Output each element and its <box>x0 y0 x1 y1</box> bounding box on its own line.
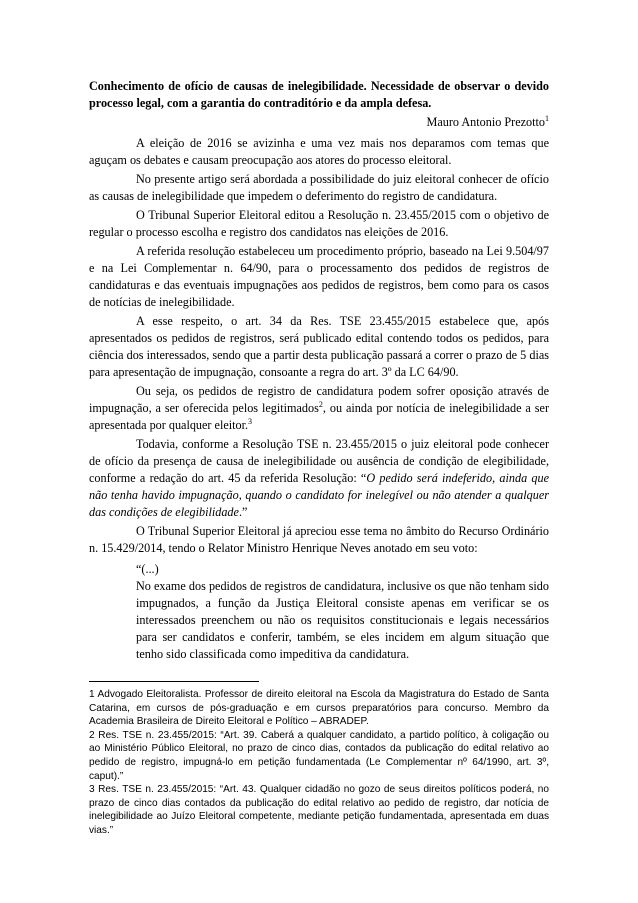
paragraph-7 <box>89 436 549 521</box>
footnote-text: Advogado Eleitoralista. Professor de direito eleitoral na Escola da Magistratura do Estado de Santa Catarina, em cursos de pós-graduação e em cursos preparatórios para concurso. Membro da Academia Brasileira de Direito Eleitoral e Político – ABRADEP. <box>89 689 550 728</box>
quote-text: No exame dos pedidos de registros de candidatura, inclusive os que não tenham sido impugnados, a função da Justiça Eleitoral consiste apenas em verificar se os interessados preenchem ou não os requisitos constitucionais e legais necessários para ser candidatos e conferir, também, se eles incidem em algum situação que tenho sido classificada como impeditiva da candidatura. <box>136 579 549 661</box>
footnote-ref-2[interactable]: 2 <box>318 400 323 409</box>
paragraph-5: A esse respeito, o art. 34 da Res. TSE 23.455/2015 estabelece que, após apresentados os pedidos de registros, será publicado edital contendo todos os pedidos, para ciência dos interessados, sendo que a partir desta publicação passará a correr o prazo de 5 dias para apresentação de impugnação, consoante a regra do art. 3º da LC 64/90. <box>89 314 549 379</box>
document-body <box>89 78 549 663</box>
author-line <box>89 114 549 131</box>
footnote-divider <box>89 681 259 682</box>
footnote-3 <box>89 783 549 837</box>
block-quote <box>136 561 549 663</box>
footnote-number: 3 <box>89 784 95 796</box>
footnotes <box>89 688 549 838</box>
quote-open: “(...) <box>136 562 159 576</box>
footnote-1 <box>89 688 549 729</box>
footnote-text: Res. TSE n. 23.455/2015: “Art. 43. Qualquer cidadão no gozo de seus direitos políticos poderá, no prazo de cinco dias contados da publicação do edital relativo ao pedido de registro, dar notícia de inelegibilidade ao Juízo Eleitoral competente, mediante petição fundamentada, apresentada em duas vias.” <box>89 784 549 836</box>
paragraph-6-text-b: , ou ainda por notícia de inelegibilidade a ser apresentada por qualquer eleitor. <box>89 401 549 432</box>
paragraph-6 <box>89 383 549 434</box>
paragraph-2: No presente artigo será abordada a possibilidade do juiz eleitoral conhecer de ofício as causas de inelegibilidade que impedem o deferimento do registro de candidatura. <box>89 172 549 203</box>
footnote-number: 2 <box>89 729 95 741</box>
author-name: Mauro Antonio Prezotto <box>426 115 545 129</box>
paragraph-7-quote: O pedido será indeferido, ainda que não tenha havido impugnação, quando o candidato for inelegível ou não atender a qualquer das condições de elegibilidade <box>89 471 550 519</box>
footnote-number: 1 <box>89 689 95 700</box>
paragraph-1: A eleição de 2016 se avizinha e uma vez mais nos deparamos com temas que aguçam os debates e causam preocupação aos atores do processo eleitoral. <box>89 136 549 167</box>
paragraph-7-text-b: .” <box>238 505 248 519</box>
footnote-2 <box>89 729 549 783</box>
paragraph-3: O Tribunal Superior Eleitoral editou a Resolução n. 23.455/2015 com o objetivo de regular o processo escolha e registro dos candidatos nas eleições de 2016. <box>89 208 549 239</box>
paragraph-8: O Tribunal Superior Eleitoral já apreciou esse tema no âmbito do Recurso Ordinário n. 15.429/2014, tendo o Relator Ministro Henrique Neves anotado em seu voto: <box>89 524 549 555</box>
paragraph-4: A referida resolução estabeleceu um procedimento próprio, baseado na Lei 9.504/97 e na Lei Complementar n. 64/90, para o processamento dos pedidos de registros de candidaturas e das eventuais impugnações aos pedidos de registros, bem como para os casos de notícias de inelegibilidade. <box>89 244 549 309</box>
document-title: Conhecimento de ofício de causas de inelegibilidade. Necessidade de observar o devido processo legal, com a garantia do contraditório e da ampla defesa. <box>89 79 549 110</box>
footnote-ref-3[interactable]: 3 <box>248 417 253 426</box>
footnote-text: Res. TSE n. 23.455/2015: “Art. 39. Caberá a qualquer candidato, a partido político, à coligação ou ao Ministério Público Eleitoral, no prazo de cinco dias, contados da publicação do edital relativo ao pedido de registro, impugná-lo em petição fundamentada (Le Complementar nº 64/1990, art. 3º, caput).” <box>89 729 549 782</box>
paragraph-6-text-a: Ou seja, os pedidos de registro de candidatura podem sofrer oposição através de impugnação, a ser oferecida pelos legitimados <box>89 384 549 415</box>
footnote-ref-1[interactable]: 1 <box>545 114 549 123</box>
paragraph-7-text-a: Todavia, conforme a Resolução TSE n. 23.455/2015 o juiz eleitoral pode conhecer de ofício da presença de causa de inelegibilidade ou ausência de condição de elegibilidade, conforme a redação do art. 45 da referida Resolução: “ <box>89 437 549 485</box>
